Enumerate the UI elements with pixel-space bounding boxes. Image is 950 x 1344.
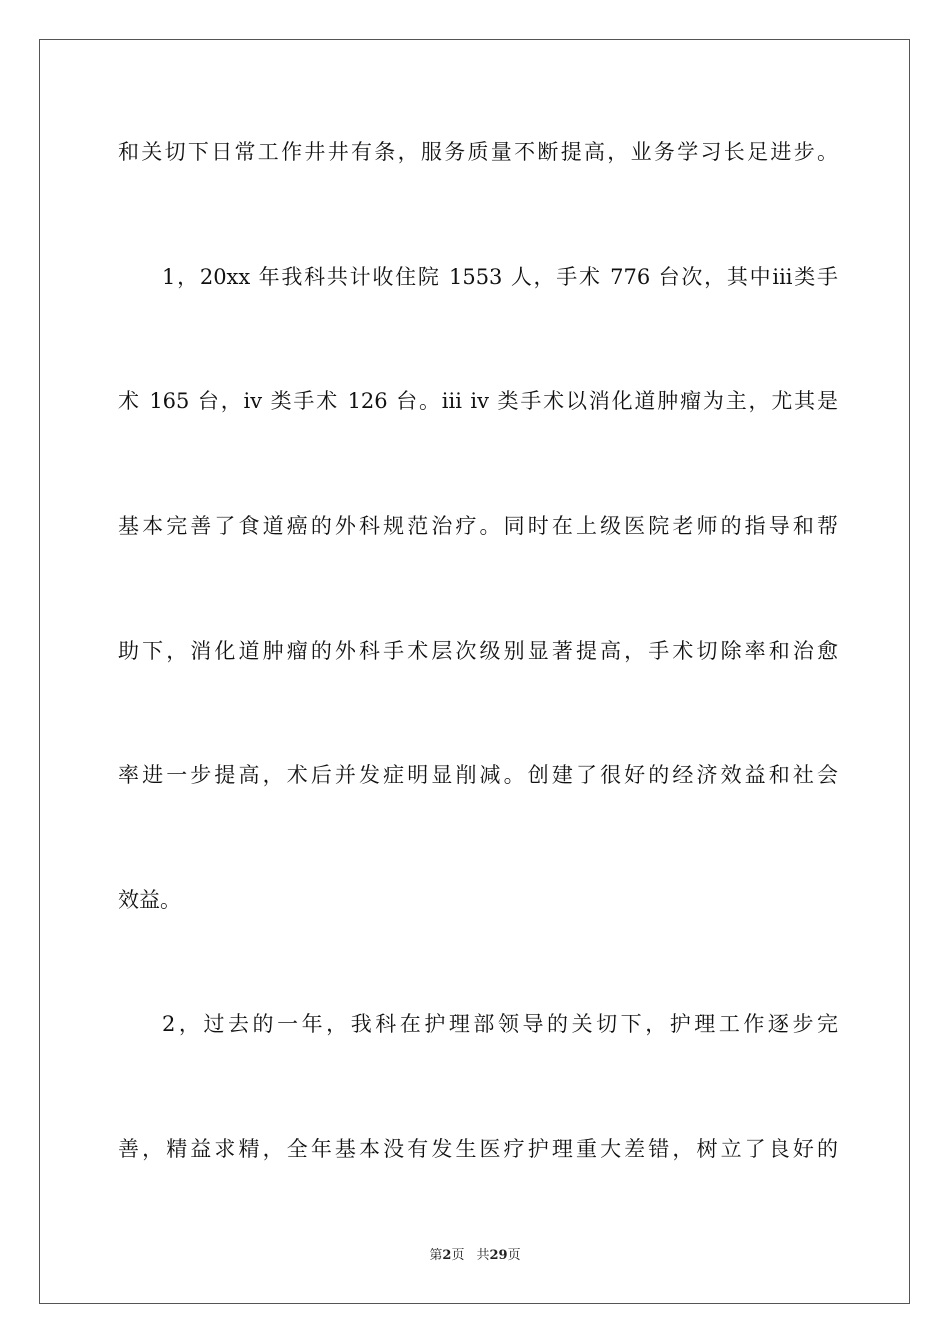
body-line-6: 率进一步提高，术后并发症明显削减。创建了很好的经济效益和社会 bbox=[118, 763, 838, 787]
body-line-2: 1，20xx 年我科共计收住院 1553 人，手术 776 台次，其中iii类手 bbox=[162, 265, 838, 289]
footer-total-prefix: 共 bbox=[476, 1248, 490, 1263]
footer-page-prefix: 第 bbox=[429, 1248, 443, 1263]
footer-total-suffix: 页 bbox=[507, 1248, 521, 1263]
footer-total-pages: 29 bbox=[489, 1248, 508, 1263]
body-line-9: 善，精益求精，全年基本没有发生医疗护理重大差错，树立了良好的 bbox=[118, 1137, 838, 1161]
body-line-8: 2，过去的一年，我科在护理部领导的关切下，护理工作逐步完 bbox=[162, 1012, 838, 1036]
footer-page-number: 2 bbox=[442, 1248, 452, 1263]
body-line-5: 助下，消化道肿瘤的外科手术层次级别显著提高，手术切除率和治愈 bbox=[118, 639, 838, 663]
body-line-3: 术 165 台，iv 类手术 126 台。iii iv 类手术以消化道肿瘤为主，尤其是 bbox=[118, 389, 838, 413]
body-line-4: 基本完善了食道癌的外科规范治疗。同时在上级医院老师的指导和帮 bbox=[118, 514, 838, 538]
body-line-1: 和关切下日常工作井井有条，服务质量不断提高，业务学习长足进步。 bbox=[118, 140, 838, 164]
page-footer bbox=[0, 1247, 950, 1265]
body-line-7: 效益。 bbox=[118, 888, 181, 912]
page-border bbox=[39, 39, 910, 1304]
footer-page-suffix: 页 bbox=[451, 1248, 465, 1263]
